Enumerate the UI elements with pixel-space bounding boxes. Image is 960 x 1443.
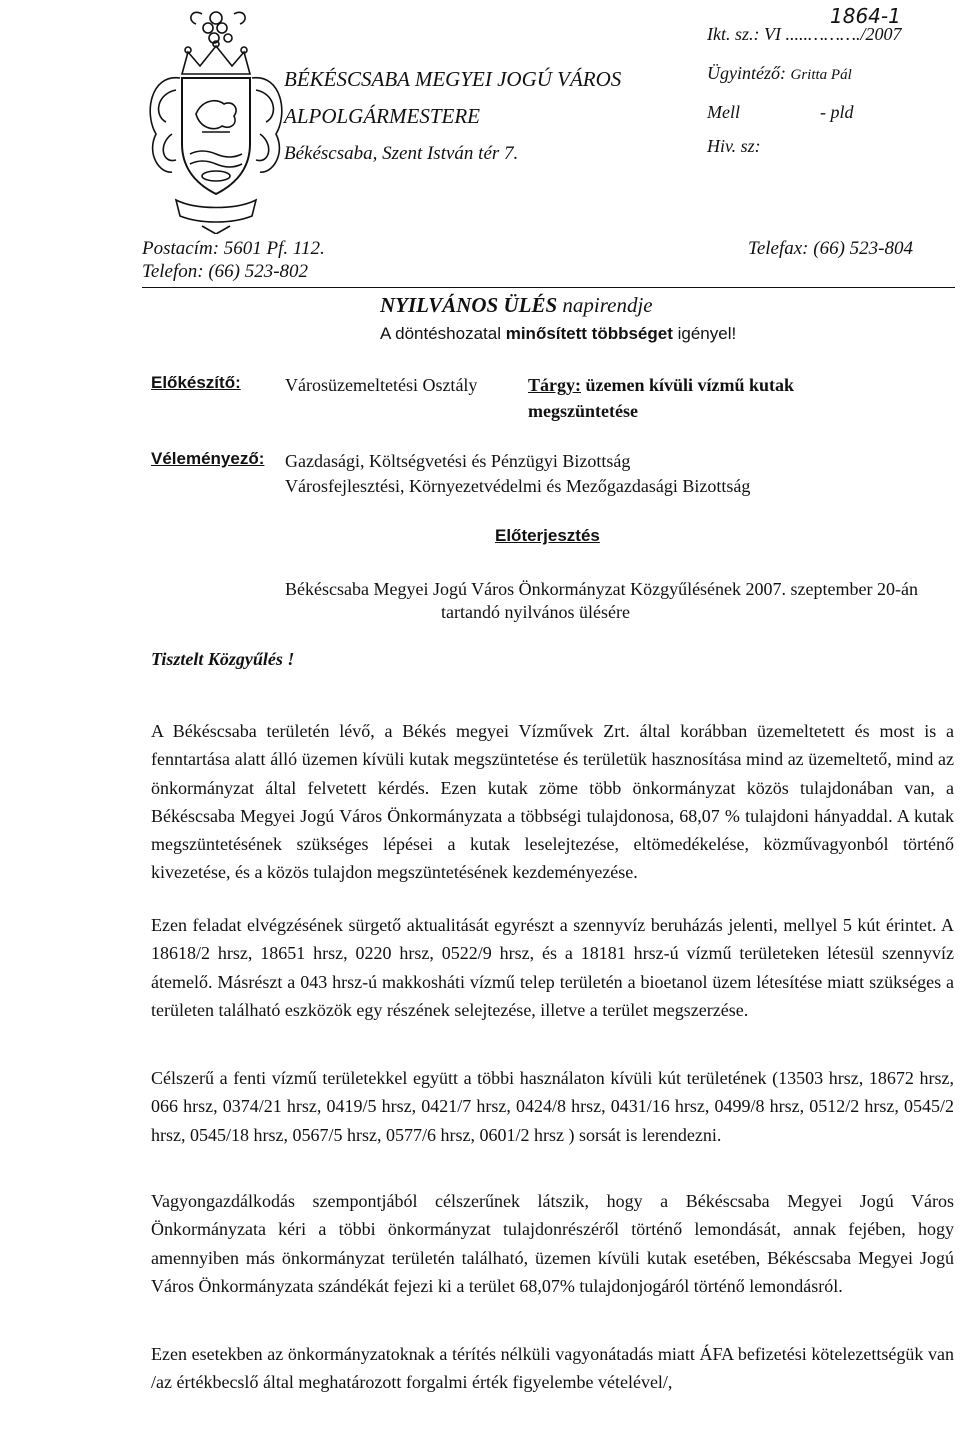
letterhead-city: BÉKÉSCSABA MEGYEI JOGÚ VÁROS — [284, 67, 622, 91]
proposal-line-2: tartandó nyilvános ülésére — [441, 602, 630, 622]
registration-prefix: Ikt. sz.: VI — [707, 24, 781, 44]
fax-number: Telefax: (66) 523-804 — [748, 238, 913, 259]
reference-number-label: Hiv. sz: — [707, 136, 761, 156]
proposal-heading: Előterjesztés — [495, 526, 600, 545]
case-officer — [707, 61, 852, 87]
letterhead-address: Békéscsaba, Szent István tér 7. — [284, 143, 519, 164]
session-title: NYILVÁNOS ÜLÉS napirendje — [380, 293, 653, 317]
preparer-label: Előkészítő: — [151, 373, 241, 392]
body-paragraph-5: Ezen esetekben az önkormányzatoknak a térítés nélküli vagyonátadás miatt ÁFA befizetési kötelezettségük van /az értékbecslő által meghatározott forgalmi érték figyelembe vételével/, — [151, 1344, 954, 1393]
salutation: Tisztelt Közgyűlés ! — [151, 649, 295, 669]
attachment-label: Mell — [707, 102, 740, 122]
body-paragraph-4: Vagyongazdálkodás szempontjából célszerűnek látszik, hogy a Békéscsaba Megyei Jogú Város Önkormányzata kéri a többi önkormányzat tulajdonrészéről történő lemondását, annak fejében, hogy amennyiben más önkormányzat területén található, üzemen kívüli kutak esetében, Békéscsaba Megyei Jogú Város Önkormányzata szándékát fejezi ki a terület 68,07% tulajdonjogáról történő lemondásról. — [151, 1191, 954, 1296]
registration-year: /2007 — [860, 24, 902, 44]
attachment-value: - pld — [820, 102, 854, 122]
phone-number: Telefon: (66) 523-802 — [142, 261, 309, 282]
registration-handwritten: 1864-1 — [830, 4, 901, 28]
reviewer-committee-2: Városfejlesztési, Környezetvédelmi és Mezőgazdasági Bizottság — [285, 476, 751, 496]
body-paragraph-2: Ezen feladat elvégzésének sürgető aktualitását egyrészt a szennyvíz beruházás jelenti, mellyel 5 kút érintet. A 18618/2 hrsz, 18651 hrsz, 0220 hrsz, 0522/9 hrsz, és a 18181 hrsz-ú vízmű területeken létesül szennyvíz átemelő. Másrészt a 043 hrsz-ú makkosháti vízmű telep területén a bioetanol üzem létesítése miatt szükséges a területen található eszközök egy részének selejtezése, illetve a terület megszerzése. — [151, 915, 954, 1020]
subject-line-2: megszüntetése — [528, 401, 638, 421]
reviewer-label: Véleményező: — [151, 449, 265, 468]
decision-requirement: A döntéshozatal minősített többséget igényel! — [380, 324, 737, 343]
header-divider — [142, 287, 955, 288]
registration-number — [707, 4, 902, 46]
case-officer-name: Gritta Pál — [790, 67, 852, 83]
letterhead-office: ALPOLGÁRMESTERE — [284, 104, 480, 128]
body-paragraph-3: Célszerű a fenti vízmű területekkel együtt a többi használaton kívüli kút területének (13503 hrsz, 18672 hrsz, 066 hrsz, 0374/21 hrsz, 0419/5 hrsz, 0421/7 hrsz, 0424/8 hrsz, 0431/16 hrsz, 0499/8 hrsz, 0512/2 hrsz, 0545/2 hrsz, 0545/18 hrsz, 0567/5 hrsz, 0577/6 hrsz, 0601/2 hrsz ) sorsát is lerendezni. — [151, 1068, 954, 1145]
reviewer-committee-1: Gazdasági, Költségvetési és Pénzügyi Bizottság — [285, 451, 631, 471]
registration-dots: .....………. — [785, 24, 861, 44]
postal-address: Postacím: 5601 Pf. 112. — [142, 238, 325, 259]
city-coat-of-arms — [142, 4, 290, 234]
preparer-value: Városüzemeltetési Osztály — [285, 375, 478, 395]
proposal-line-1: Békéscsaba Megyei Jogú Város Önkormányzat Közgyűlésének 2007. szeptember 20-án — [285, 579, 918, 599]
case-officer-label: Ügyintéző: — [707, 63, 786, 83]
body-paragraph-1: A Békéscsaba területén lévő, a Békés megyei Vízművek Zrt. által korábban üzemeltetett és most is a fenntartása alatt álló üzemen kívüli kutak megszüntetése és területük hasznosítása mind az üzemeltető, mind az önkormányzat által felvetett kérdés. Ezen kutak zöme több önkormányzat közös tulajdonában van, a Békéscsaba Megyei Jogú Város Önkormányzata a többségi tulajdonosa, 68,07 % tulajdoni hányaddal. A kutak megszüntetésének szükséges lépései a kutak leselejtezése, eltömedékelése, közművagyonból történő kivezetése, és a közös tulajdon megszüntetésének kezdeményezése. — [151, 721, 954, 883]
subject-line-1: Tárgy: üzemen kívüli vízmű kutak — [528, 375, 795, 395]
